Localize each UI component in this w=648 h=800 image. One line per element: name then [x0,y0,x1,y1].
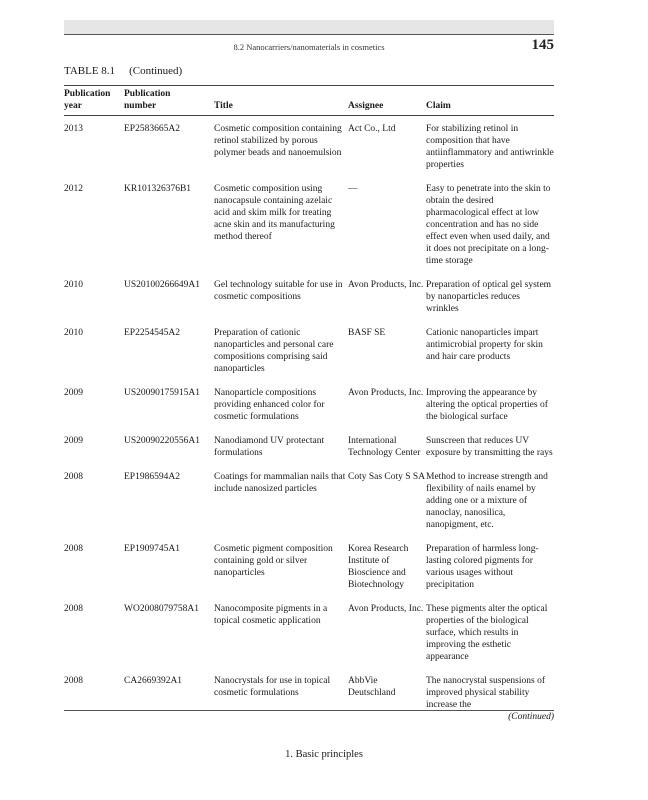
bottom-rule [64,710,554,711]
table-row [64,327,554,387]
cell-number: EP2254545A2 [124,328,180,338]
cell-number: US20090220556A1 [124,436,201,446]
cell-assignee: Avon Products, Inc. [348,388,424,398]
table-row [64,279,554,327]
cell-claim: Easy to penetrate into the skin to obtain the desired pharmacological effect at low concentration and has no side effect even when used daily, and it does not precipitate on a long-time storage [426,184,551,266]
cell-claim: The nanocrystal suspensions of improved physical stability increase the [426,676,545,710]
top-rule [64,34,554,35]
cell-number: US20090175915A1 [124,388,201,398]
section-title: 8.2 Nanocarriers/nanomaterials in cosmetics [233,42,385,52]
cell-assignee: Act Co., Ltd [348,124,396,134]
cell-year: 2010 [64,328,83,338]
cell-title: Coatings for mammalian nails that include nanosized particles [214,472,346,494]
cell-year: 2010 [64,280,83,290]
cell-title: Nanoparticle compositions providing enhanced color for cosmetic formulations [214,388,325,422]
table-header-row [64,86,554,116]
cell-assignee: Korea Research Institute of Bioscience and Biotechnology [348,544,409,590]
table-row [64,183,554,279]
header-title: Title [214,86,348,116]
cell-year: 2013 [64,124,83,134]
cell-number: KR101326376B1 [124,184,192,194]
cell-title: Cosmetic composition using nanocapsule containing azelaic acid and skim milk for treating acne skin and its manufacturing method thereof [214,184,335,242]
cell-title: Nanocomposite pigments in a topical cosmetic application [214,604,328,626]
cell-claim: Sunscreen that reduces UV exposure by transmitting the rays [426,436,553,458]
cell-claim: Method to increase strength and flexibility of nails enamel by adding one or a mixture of nanoclay, nanosilica, nanopigment, etc. [426,472,548,530]
cell-assignee: — [348,184,358,194]
cell-number: US20100266649A1 [124,280,201,290]
cell-number: EP1909745A1 [124,544,180,554]
table-row [64,435,554,471]
cell-year: 2008 [64,472,83,482]
table-row [64,675,554,710]
cell-number: WO2008079758A1 [124,604,199,614]
cell-year: 2009 [64,388,83,398]
cell-year: 2008 [64,604,83,614]
cell-title: Cosmetic composition containing retinol stabilized by porous polymer beads and nanoemulsion [214,124,342,158]
cell-assignee: AbbVie Deutschland [348,676,396,698]
cell-claim: For stabilizing retinol in composition that have antiinflammatory and antiwrinkle properties [426,124,554,170]
table-row [64,471,554,543]
header-publication-year: Publication year [64,86,124,116]
table-row [64,543,554,603]
cell-title: Nanodiamond UV protectant formulations [214,436,325,458]
cell-year: 2008 [64,544,83,554]
cell-year: 2008 [64,676,83,686]
cell-year: 2012 [64,184,83,194]
cell-year: 2009 [64,436,83,446]
header-claim: Claim [426,86,554,116]
cell-assignee: Coty Sas Coty S SA [348,472,426,482]
cell-number: CA2669392A1 [124,676,183,686]
cell-number: EP1986594A2 [124,472,180,482]
footer-part-title: 1. Basic principles [285,749,363,760]
page-number: 145 [531,37,554,53]
table-row [64,116,554,184]
header-assignee: Assignee [348,86,426,116]
table-caption-note: (Continued) [129,65,183,77]
cell-claim: These pigments alter the optical properties of the biological surface, which results in improving the esthetic appearance [426,604,548,662]
patent-table-container [64,85,554,710]
continued-note: (Continued) [508,712,554,722]
cell-claim: Preparation of harmless long-lasting colored pigments for various usages without precipitation [426,544,539,590]
patent-table [64,85,554,710]
cell-claim: Preparation of optical gel system by nanoparticles reduces wrinkles [426,280,552,314]
cell-title: Preparation of cationic nanoparticles and personal care compositions comprising said nanoparticles [214,328,334,374]
cell-claim: Cationic nanoparticles impart antimicrobial property for skin and hair care products [426,328,543,362]
cell-title: Nanocrystals for use in topical cosmetic formulations [214,676,331,698]
cell-claim: Improving the appearance by altering the optical properties of the biological surface [426,388,548,422]
cell-assignee: BASF SE [348,328,386,338]
table-row [64,603,554,675]
cell-number: EP2583665A2 [124,124,180,134]
cell-title: Gel technology suitable for use in cosmetic compositions [214,280,343,302]
cell-assignee: Avon Products, Inc. [348,604,424,614]
cell-assignee: Avon Products, Inc. [348,280,424,290]
table-label: TABLE 8.1 [64,65,116,77]
table-row [64,387,554,435]
running-head [64,37,554,56]
top-bar [64,20,554,34]
cell-assignee: International Technology Center [348,436,421,458]
header-publication-number: Publication number [124,86,214,116]
table-caption [64,65,182,77]
cell-title: Cosmetic pigment composition containing gold or silver nanoparticles [214,544,333,578]
